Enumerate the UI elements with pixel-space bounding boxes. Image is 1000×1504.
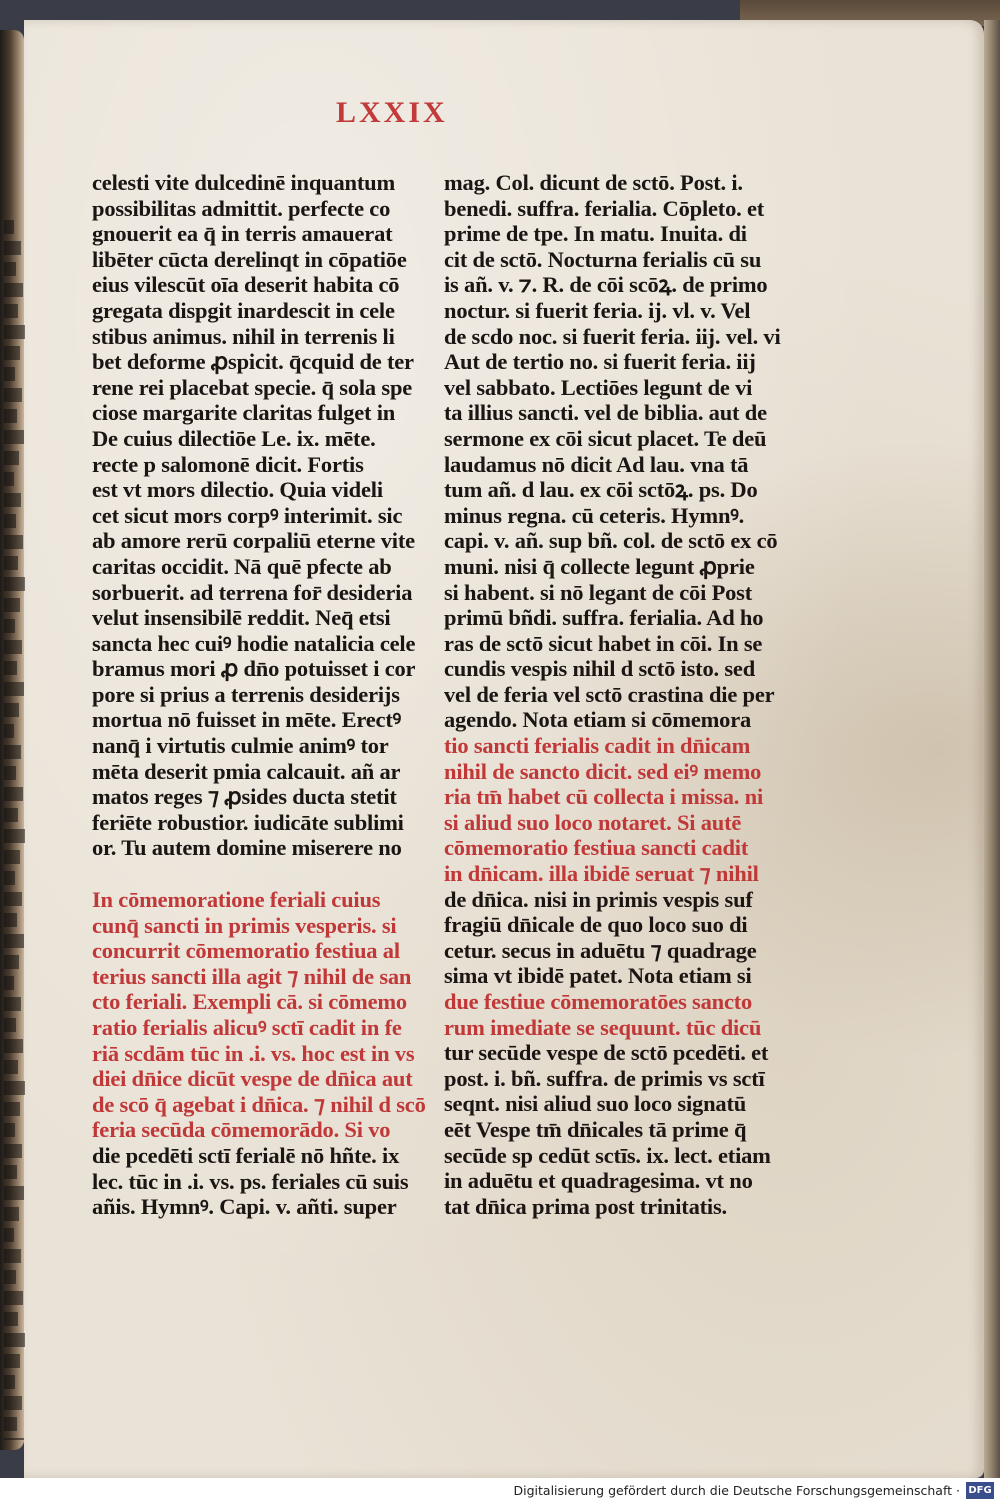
- right-text-line: in dn̄icam. illa ibidē seruat ⁊ nihil: [444, 861, 759, 887]
- facing-page-text-fragment: [4, 1417, 17, 1431]
- right-text-line: si habent. si nō legant de cōi Post: [444, 579, 753, 605]
- right-text-line: cōmemoratio festiua sancti cadit: [444, 835, 749, 861]
- left-text-line: velut insensibilē reddit. Neq̄ etsi: [92, 605, 391, 631]
- facing-page-text-fragment: [4, 346, 20, 360]
- facing-page-text-fragment: [4, 262, 16, 276]
- left-text-line: die pcedēti sctī ferialē nō hñte. ix: [92, 1142, 400, 1168]
- right-text-line: tio sancti ferialis cadit in dn̄icam: [444, 733, 751, 759]
- right-text-line: is añ. v. ⁊. R. de cōi scōꝝ. de primo: [444, 272, 768, 298]
- right-text-line: tat dn̄ica prima post trinitatis.: [444, 1193, 727, 1219]
- left-text-line: mortua nō fuisset in mēte. Erectꝰ: [92, 707, 402, 733]
- right-text-line: noctur. si fuerit feria. ij. vl. v. Vel: [444, 297, 751, 323]
- left-text-line: bet deforme ꝓspicit. q̄cquid de ter: [92, 349, 414, 375]
- facing-page-text-fragment: [4, 703, 19, 717]
- facing-page-text-fragment: [4, 661, 17, 675]
- facing-page-text-fragment: [4, 367, 15, 381]
- facing-page-text-fragment: [4, 283, 23, 297]
- left-text-line: de scō q̄ agebat i dn̄ica. ⁊ nihil d scō: [92, 1091, 426, 1117]
- left-text-line: stibus animus. nihil in terrenis li: [92, 323, 395, 349]
- right-text-line: seqnt. nisi aliud suo loco signatū: [444, 1091, 747, 1117]
- facing-page-text-fragment: [4, 766, 16, 780]
- right-text-line: muni. nisi q̄ collecte legunt ꝓprie: [444, 553, 755, 579]
- right-text-line: in aduētu et quadragesima. vt no: [444, 1168, 753, 1194]
- left-text-line: añis. Hymnꝰ. Capi. v. añti. super: [92, 1194, 397, 1220]
- left-text-line: sorbuerit. ad terrena for̄ desideria: [92, 579, 413, 605]
- right-text-line: sermone ex cōi sicut placet. Te deū: [444, 425, 767, 451]
- right-text-line: ras de sctō sicut habet in cōi. In se: [444, 630, 763, 656]
- digitization-footer: [0, 1478, 1000, 1504]
- left-text-line: bramus mori ꝓ dn̄o potuisset i cor: [92, 656, 416, 682]
- left-text-line: terius sancti illa agit ⁊ nihil de san: [92, 963, 412, 989]
- facing-page-text-fragment: [4, 409, 17, 423]
- right-text-line: secūde sp cedūt sctīs. ix. lect. etiam: [444, 1142, 771, 1168]
- left-text-line: cet sicut mors corpꝰ interimit. sic: [92, 502, 403, 528]
- facing-page-text-fragment: [4, 913, 17, 927]
- right-text-line: cundis vespis nihil d sctō isto. sed: [444, 656, 756, 682]
- left-text-line: libēter cūcta derelinqt in cōpatiōe: [92, 246, 407, 272]
- left-text-line: De cuius dilectiōe Le. ix. mēte.: [92, 425, 376, 451]
- right-text-line: minus regna. cū ceteris. Hymnꝰ.: [444, 502, 745, 528]
- facing-page-text-fragment: [4, 787, 23, 801]
- left-text-line: possibilitas admittit. perfecte co: [92, 195, 391, 221]
- facing-page-text-fragment: [4, 1333, 25, 1347]
- right-text-line: de scdo noc. si fuerit feria. iij. vel. vi: [444, 323, 781, 349]
- facing-page-text-fragment: [4, 1144, 22, 1158]
- left-text-line: lec. tūc in .i. vs. ps. feriales cū suis: [92, 1168, 409, 1194]
- facing-page-text-fragment: [4, 220, 14, 234]
- right-text-line: tum añ. d lau. ex cōi sctōꝝ. ps. Do: [444, 477, 758, 503]
- left-text-line: rene rei placebat specie. q̄ sola spe: [92, 374, 413, 400]
- left-text-line: nanq̄ i virtutis culmie animꝰ tor: [92, 733, 389, 759]
- facing-page-text-fragment: [4, 1354, 20, 1368]
- facing-page-text-fragment: [4, 388, 22, 402]
- facing-page-text-fragment: [4, 451, 19, 465]
- facing-page-text-fragment: [4, 1123, 15, 1137]
- left-text-line: concurrit cōmemoratio festiua al: [92, 938, 400, 964]
- facing-page-text-fragment: [4, 871, 15, 885]
- facing-page-text-fragment: [4, 1081, 25, 1095]
- facing-page-text-fragment: [4, 472, 14, 486]
- left-text-line: est vt mors dilectio. Quia videli: [92, 477, 383, 503]
- facing-page-text-fragment: [4, 619, 15, 633]
- left-text-line: gnouerit ea q̄ in terris amauerat: [92, 221, 393, 247]
- facing-page-text-fragment: [4, 325, 25, 339]
- facing-page-text-fragment: [4, 1291, 23, 1305]
- facing-page-text-fragment: [4, 1270, 16, 1284]
- right-text-line: prime de tpe. In matu. Inuita. di: [444, 221, 747, 247]
- facing-page-text-fragment: [4, 1060, 18, 1074]
- facing-page-text-fragment: [4, 829, 25, 843]
- facing-page-text-fragment: [4, 1312, 18, 1326]
- facing-page-text-fragment: [4, 304, 18, 318]
- text-column-right: [444, 170, 796, 1219]
- text-column-left: [92, 170, 426, 1220]
- left-text-line: eius vilescūt oīa deserit habita cō: [92, 272, 400, 298]
- left-text-line: celesti vite dulcedinē inquantum: [92, 170, 395, 195]
- left-text-line: sancta hec cuiꝰ hodie natalicia cele: [92, 630, 416, 656]
- facing-page-text-fragment: [4, 493, 21, 507]
- right-text-line: rum imediate se sequunt. tūc dicū: [444, 1014, 762, 1040]
- facing-page-text-fragment: [4, 1039, 23, 1053]
- left-text-line: caritas occidit. Nā quē pfecte ab: [92, 553, 392, 579]
- right-text-line: mag. Col. dicunt de sctō. Post. i.: [444, 170, 743, 195]
- facing-page-text-fragment: [4, 598, 20, 612]
- facing-page-edge: [0, 40, 26, 1440]
- facing-page-text-fragment: [4, 934, 24, 948]
- facing-page-text-fragment: [4, 1228, 14, 1242]
- facing-page-text-fragment: [4, 955, 19, 969]
- left-text-line: mēta deserit pmia calcauit. añ ar: [92, 758, 401, 784]
- funding-notice: Digitalisierung gefördert durch die Deutsche Forschungsgemeinschaft ·: [513, 1483, 960, 1498]
- right-text-line: ta illius sancti. vel de biblia. aut de: [444, 400, 767, 426]
- facing-page-text-fragment: [4, 535, 23, 549]
- dfg-logo: DFG: [966, 1482, 994, 1499]
- facing-page-text-fragment: [4, 1438, 24, 1440]
- folio-number: LXXIX: [336, 96, 448, 129]
- left-text-line: feriēte robustior. iudicāte sublimi: [92, 809, 404, 835]
- right-text-line: due festiue cōmemoratōes sancto: [444, 989, 753, 1014]
- right-text-line: capi. v. añ. sup bñ. col. de sctō ex cō: [444, 528, 778, 554]
- facing-page-text-fragment: [4, 577, 25, 591]
- right-text-line: primū bñdi. suffra. ferialia. Ad ho: [444, 605, 764, 631]
- left-text-line: cunq̄ sancti in primis vesperis. si: [92, 912, 397, 938]
- left-text-line: ratio ferialis alicuꝰ sctī cadit in fe: [92, 1015, 402, 1040]
- facing-page-text-fragment: [4, 241, 21, 255]
- right-text-line: agendo. Nota etiam si cōmemora: [444, 707, 752, 733]
- right-text-line: de dn̄ica. nisi in primis vespis suf: [444, 886, 753, 912]
- facing-page-text-fragment: [4, 430, 24, 444]
- left-text-line: riā scdām tūc in .i. vs. hoc est in vs: [92, 1040, 415, 1066]
- right-text-line: si aliud suo loco notaret. Si autē: [444, 809, 742, 835]
- facing-page-text-fragment: [4, 1102, 20, 1116]
- left-text-line: feria secūda cōmemorādo. Si vo: [92, 1117, 391, 1143]
- right-text-line: ria tm̄ habet cū collecta i missa. ni: [444, 784, 764, 810]
- left-text-line: pore si prius a terrenis desiderijs: [92, 681, 400, 707]
- facing-page-text-fragment: [4, 1396, 22, 1410]
- book-page: [24, 20, 984, 1478]
- facing-page-text-fragment: [4, 724, 14, 738]
- facing-page-text-fragment: [4, 745, 21, 759]
- facing-page-text-fragment: [4, 976, 14, 990]
- facing-page-text-fragment: [4, 514, 16, 528]
- facing-page-text-fragment: [4, 640, 22, 654]
- right-text-line: vel de feria vel sctō crastina die per: [444, 681, 775, 707]
- right-text-line: nihil de sancto dicit. sed eiꝰ memo: [444, 758, 762, 784]
- facing-page-text-fragment: [4, 850, 20, 864]
- right-text-line: fragiū dn̄icale de quo loco suo di: [444, 912, 748, 938]
- right-text-line: post. i. bñ. suffra. de primis vs sctī: [444, 1065, 765, 1091]
- facing-page-text-fragment: [4, 892, 22, 906]
- left-text-line: [92, 861, 426, 887]
- left-text-line: or. Tu autem domine miserere no: [92, 835, 402, 861]
- facing-page-text-fragment: [4, 1249, 21, 1263]
- right-text-line: cit de sctō. Nocturna ferialis cū su: [444, 246, 762, 272]
- facing-page-text-fragment: [4, 1165, 17, 1179]
- left-text-line: ciose margarite claritas fulget in: [92, 400, 396, 426]
- facing-page-text-fragment: [4, 556, 18, 570]
- right-text-line: tur secūde vespe de sctō pcedēti. et: [444, 1040, 769, 1066]
- facing-page-text-fragment: [4, 682, 24, 696]
- right-text-line: vel sabbato. Lectiōes legunt de vi: [444, 374, 753, 400]
- facing-page-text-fragment: [4, 1018, 16, 1032]
- left-text-line: ab amore rerū corpaliū eterne vite: [92, 528, 415, 554]
- facing-page-text-fragment: [4, 1186, 24, 1200]
- left-text-line: cto feriali. Exempli cā. si cōmemo: [92, 989, 407, 1015]
- left-text-line: gregata dispgit inardescit in cele: [92, 297, 395, 323]
- left-text-line: diei dn̄ice dicūt vespe de dn̄ica aut: [92, 1066, 413, 1092]
- facing-page-text-fragment: [4, 997, 21, 1011]
- left-text-line: matos reges ⁊ ꝓsides ducta stetit: [92, 784, 397, 810]
- right-text-line: cetur. secus in aduētu ⁊ quadrage: [444, 937, 757, 963]
- right-text-line: benedi. suffra. ferialia. Cōpleto. et: [444, 195, 765, 221]
- right-text-line: eēt Vespe tm̄ dn̄icales tā prime q̄: [444, 1116, 747, 1142]
- page-edge-right: [984, 20, 1000, 1478]
- right-text-line: Aut de tertio no. si fuerit feria. iij: [444, 349, 756, 375]
- left-text-line: In cōmemoratione feriali cuius: [92, 887, 381, 913]
- facing-page-text-fragment: [4, 1207, 19, 1221]
- left-text-line: recte p salomonē dicit. Fortis: [92, 451, 364, 477]
- facing-page-text-fragment: [4, 1375, 15, 1389]
- right-text-line: laudamus nō dicit Ad lau. vna tā: [444, 451, 749, 477]
- facing-page-text-fragment: [4, 808, 18, 822]
- right-text-line: sima vt ibidē patet. Nota etiam si: [444, 963, 752, 989]
